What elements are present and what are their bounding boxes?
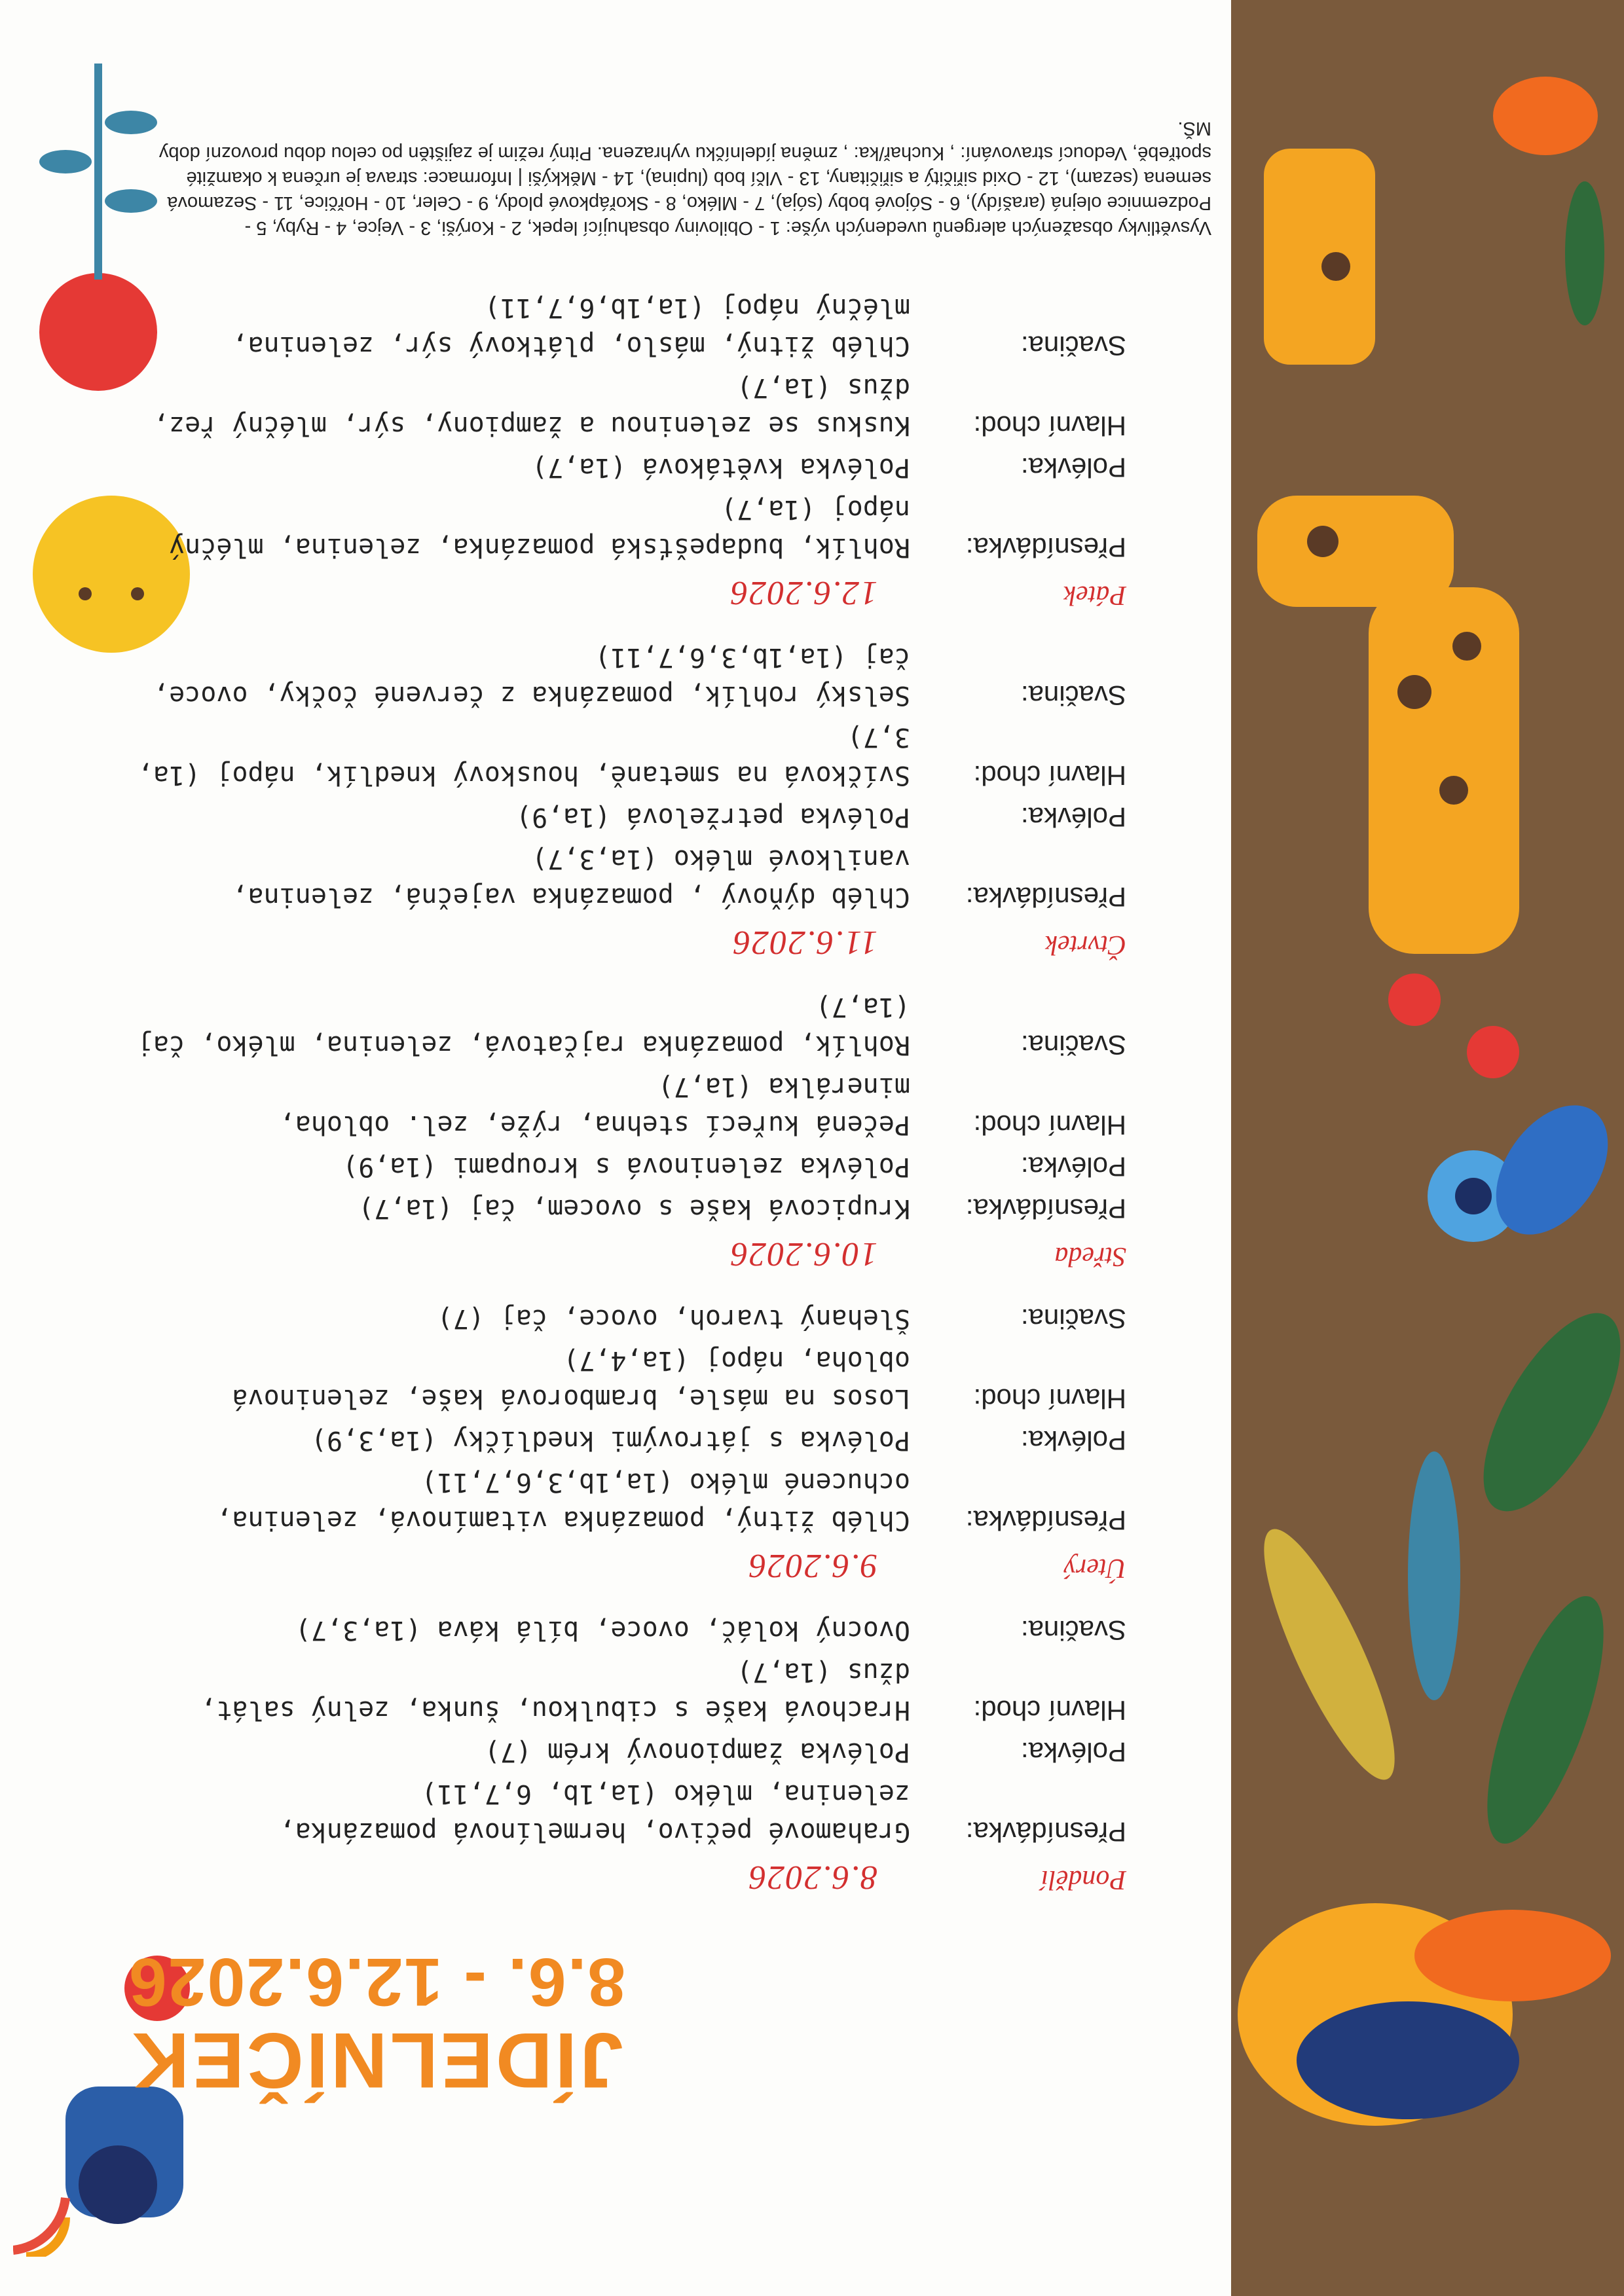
- meal-label: Hlavní chod:: [973, 1110, 1126, 1140]
- meal-text: Kuskus se zeleninou a žampiony, sýr, mléčný řez, džus (1a,7): [153, 373, 910, 441]
- meal-label: Svačina:: [1020, 331, 1126, 361]
- meal-label: Polévka:: [1020, 1425, 1126, 1456]
- day-heading: [131, 566, 1126, 619]
- illustration-band: [1231, 0, 1624, 2296]
- meal-label: Hlavní chod:: [973, 760, 1126, 791]
- meal-text: Chléb žitný, máslo, plátkový sýr, zelenina, mléčný nápoj (1a,1b,6,7,11): [232, 293, 910, 361]
- meal-label: Svačina:: [1020, 680, 1126, 711]
- day-heading: [131, 1539, 1126, 1592]
- meal-label: Přesnídávka:: [965, 1817, 1126, 1848]
- meal-label: Polévka:: [1020, 1152, 1126, 1182]
- meal-row: [131, 1068, 1126, 1144]
- meal-row: [131, 1463, 1126, 1539]
- meal-label: Hlavní chod:: [973, 410, 1126, 441]
- meal-row: [131, 1653, 1126, 1729]
- meal-row: [131, 1300, 1126, 1338]
- meal-text: Šlehaný tvaroh, ovoce, čaj (7): [437, 1303, 910, 1334]
- meal-row: [131, 1611, 1126, 1649]
- meal-row: [131, 1148, 1126, 1186]
- day-date: 12.6.2026: [729, 574, 877, 611]
- meal-text: Krupicová kaše s ovocem, čaj (1a,7): [358, 1194, 910, 1224]
- title-main: JÍDELNÍČEK: [130, 2016, 623, 2104]
- allergen-legend: Vysvětlivky obsažených alergenů uvedených výše: 1 - Obiloviny obsahující lepek, 2 - Korýši, 3 - Vejce, 4 - Ryby, 5 - Podzemnice olejná (arašídy), 6 - Sójové boby (sója), 7 - Mléko, 8 - Skořápkové plody, 9 - Celer, 10 - Hořčice, 11 - Sezamová semena (sezam), 12 - Oxid siřičitý a siřičitany, 13 - Vlčí bob (lupina), 14 - Měkkýši | Informace: strava je určena k okamžité spotřebě, Vedoucí stravování: , Kuchař/ka: , změna jídelníčku vyhrazena. Pitný režim je zajištěn po celou dobu provozní doby MŠ.: [158, 118, 1211, 238]
- day-section: [131, 988, 1126, 1280]
- day-section: [131, 638, 1126, 968]
- meal-row: [131, 289, 1126, 365]
- day-name: Čtvrtek: [1045, 930, 1126, 960]
- meal-text: Losos na másle, bramborová kaše, zeleninová obloha, nápoj (1a,4,7): [232, 1345, 910, 1413]
- meal-text: Svíčková na smetaně, houskový knedlík, nápoj (1a, 3,7): [137, 722, 910, 790]
- meal-label: Hlavní chod:: [973, 1383, 1126, 1414]
- meal-label: Přesnídávka:: [965, 532, 1126, 563]
- meal-text: Selský rohlík, pomazánka z červené čočky, ovoce, čaj (1a,1b,3,6,7,11): [153, 642, 910, 710]
- meal-text: Grahamové pečivo, hermelínová pomazánka, zelenina, mléko (1a,1b, 6,7,11): [279, 1779, 910, 1847]
- meal-label: Přesnídávka:: [965, 882, 1126, 913]
- meal-label: Přesnídávka:: [965, 1194, 1126, 1224]
- day-name: Pondělí: [1041, 1865, 1126, 1895]
- meal-row: [131, 490, 1126, 566]
- meal-text: Polévka květáková (1a,7): [532, 452, 910, 483]
- meal-text: Pečená kuřecí stehna, rýže, zel. obloha, minerálka (1a,7): [279, 1072, 910, 1140]
- giraffe-illustration: [1369, 587, 1519, 954]
- meal-row: [131, 1341, 1126, 1417]
- day-heading: [131, 1228, 1126, 1280]
- bird-illustration: [1493, 77, 1598, 155]
- day-date: 11.6.2026: [731, 924, 877, 961]
- meal-label: Polévka:: [1020, 802, 1126, 833]
- day-date: 8.6.2026: [748, 1859, 877, 1896]
- meal-text: Polévka žampionový krém (7): [484, 1737, 910, 1767]
- day-date: 9.6.2026: [748, 1547, 877, 1584]
- meal-label: Svačina:: [1020, 1615, 1126, 1646]
- meal-row: [131, 840, 1126, 916]
- meal-label: Polévka:: [1020, 452, 1126, 483]
- meal-text: Rohlík, pomazánka rajčatová, zelenina, mléko, čaj (1a,7): [137, 992, 910, 1060]
- meal-row: [131, 369, 1126, 445]
- day-section: [131, 289, 1126, 619]
- page-title: [33, 1942, 720, 2104]
- day-name: Úterý: [1063, 1553, 1126, 1583]
- meal-row: [131, 638, 1126, 714]
- meal-text: Polévka petrželová (1a,9): [515, 802, 910, 832]
- meal-row: [131, 798, 1126, 836]
- day-date: 10.6.2026: [729, 1235, 877, 1273]
- meal-label: Svačina:: [1020, 1030, 1126, 1061]
- meal-row: [131, 718, 1126, 794]
- weekly-menu: [131, 269, 1126, 1903]
- meal-row: [131, 1421, 1126, 1459]
- meal-text: Polévka zeleninová s kroupami (1a,9): [342, 1152, 910, 1182]
- meal-text: Rohlík, budapešťská pomazánka, zelenina, mléčný nápoj (1a,7): [169, 494, 910, 562]
- meal-label: Hlavní chod:: [973, 1695, 1126, 1726]
- day-heading: [131, 916, 1126, 968]
- meal-row: [131, 1190, 1126, 1228]
- meal-label: Svačina:: [1020, 1303, 1126, 1334]
- meal-text: Chléb žitný, pomazánka vitamínová, zelenina, ochucené mléko (1a,1b,3,6,7,11): [216, 1467, 910, 1535]
- day-name: Pátek: [1063, 580, 1126, 610]
- day-name: Středa: [1054, 1241, 1126, 1271]
- title-date-range: 8.6. - 12.6.2026: [127, 1944, 626, 2020]
- meal-row: [131, 988, 1126, 1064]
- meal-text: Hrachová kaše s cibulkou, šunka, zelný salát, džus (1a,7): [200, 1657, 910, 1725]
- meal-row: [131, 1775, 1126, 1851]
- meal-label: Polévka:: [1020, 1737, 1126, 1768]
- meal-text: Polévka s játrovými knedlíčky (1a,3,9): [310, 1425, 910, 1455]
- meal-label: Přesnídávka:: [965, 1505, 1126, 1536]
- meal-text: Chléb dýňový , pomazánka vaječná, zelenina, vanilkové mléko (1a,3,7): [232, 844, 910, 912]
- day-section: [131, 1300, 1126, 1592]
- meal-row: [131, 1733, 1126, 1771]
- day-section: [131, 1611, 1126, 1903]
- meal-row: [131, 448, 1126, 486]
- jungle-illustration: [1231, 0, 1624, 2296]
- meal-text: Ovocný koláč, ovoce, bílá káva (1a,3,7): [295, 1615, 910, 1645]
- day-heading: [131, 1851, 1126, 1903]
